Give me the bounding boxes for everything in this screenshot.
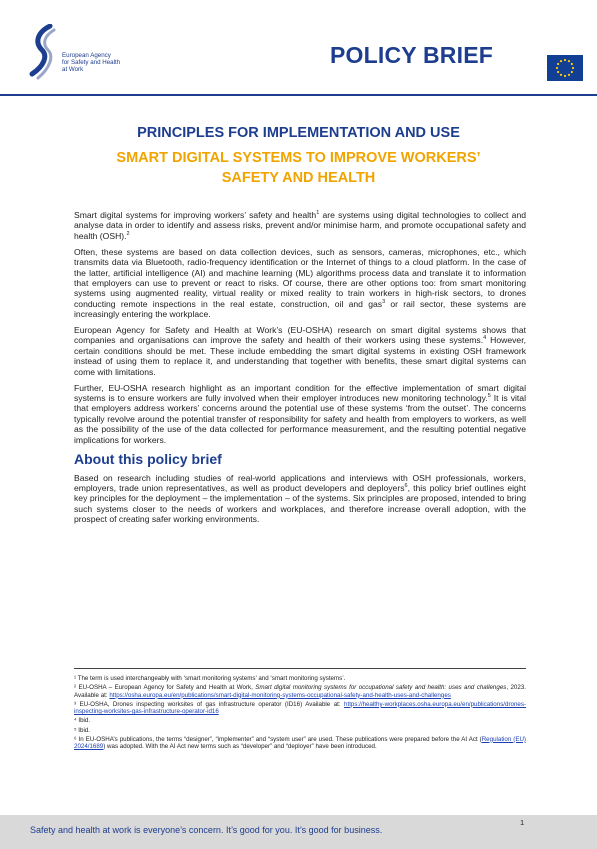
page-header [0,0,597,96]
paragraph-text: Often, these systems are based on data collection devices, such as sensors, cameras, microphones, etc., which transmits data via Bluetooth, radio-frequency identification or the Internet of things to a cloud platform. In the case of the latter, artificial intelligence (AI) and machine learning (ML) algorithms process data and translate it to information that employers can use to prevent or react to risks. Of course, there are other options too: from smart monitoring systems using augmented reality, virtual reality or mixed reality to train workers in high-risk sectors, to drones conducting remote inspections in the real estate, construction, oil and gas [74,246,526,309]
paragraph-text: European Agency for Safety and Health at Work’s (EU-OSHA) research on smart digital systems shows that companies and organisations can improve the safety and health of their workers using these systems. [74,325,526,346]
agency-name-line-3: at Work [62,66,84,73]
agency-logo [28,24,148,84]
paragraph-text: or rail sector, these systems are increasingly entering the workplace. [74,298,527,320]
brief-title-line-2b: SAFETY AND HEALTH [221,170,376,186]
eu-flag-icon [547,55,583,81]
footnote-4: ⁴ Ibid. [74,717,91,725]
agency-name-line-2: for Safety and Health [62,59,121,66]
paragraph-text: It is vital that employers address workers’ concerns around the potential use of these systems ‘from the outset’. The concerns typically revolve around the potential transfer of responsibility for safety and health from employers to workers, as well as the possibility of the use of the data collected for performance measurement, and the resulting potential negative implications for workers. [74,393,526,445]
paragraph-workers-involvement [74,383,526,445]
footnote-ref[interactable]: 4 [483,335,487,342]
document-type: POLICY BRIEF [330,42,493,68]
footnote-text: ) was adopted. With the AI Act new terms such as “developer” and “deployer” have been introduced. [103,743,377,751]
footer-slogan: Safety and health at work is everyone’s concern. It’s good for you. It’s good for business. [30,825,383,835]
agency-name-line-1: European Agency [62,52,111,59]
footnote-2 [74,684,526,699]
main-content [74,210,526,530]
footnotes [74,668,526,752]
footnote-3 [74,701,526,716]
paragraph-text: , this policy brief outlines eight key principles for the deployment – the implementation – of the systems. Six principles are proposed, intended to bring such systems closer to the needs of workers and workplaces, and therefore increase overall adoption, with the prospect of creating safer working environments. [74,482,526,525]
footnote-6 [74,736,526,751]
footnote-ref[interactable]: 5 [487,393,491,400]
footnote-ref[interactable]: 2 [126,230,130,237]
section-heading: About this policy brief [74,450,222,467]
eu-osha-logo-icon [28,24,62,84]
footnote-1: ¹ The term is used interchangeably with ‘smart monitoring systems’ and ‘smart monitoring systems’. [74,675,346,682]
footnote-text: ³ EU-OSHA, Drones inspecting worksites of gas infrastructure operator (ID16) Available at: [74,700,345,708]
brief-title-line-1: PRINCIPLES FOR IMPLEMENTATION AND USE [137,125,460,141]
agency-name [62,52,120,73]
footnote-ref[interactable]: 3 [382,298,386,305]
paragraph-text: are systems using digital technologies to collect and analyse data in order to identify and assess risks, prevent and/or minimise harm, and promote occupational safety and health (OSH). [74,210,526,241]
paragraph-text: However, certain conditions should be met. These include embedding the smart digital systems in existing OSH framework instead of using them to replace it, and understanding that together with benefits, these smart digital systems can come with limitations. [74,335,526,377]
footnote-ref[interactable]: 1 [316,210,320,217]
brief-title-line-2a: SMART DIGITAL SYSTEMS TO IMPROVE WORKERS’ [116,150,481,166]
footnote-text: ⁶ In EU-OSHA’s publications, the terms “designer”, “implementer” and “system user” are used. These publications were prepared before the AI Act ( [74,735,482,743]
brief-title-line-2 [0,148,597,188]
footnote-text: ² EU-OSHA – European Agency for Safety and Health at Work, [74,684,256,692]
paragraph-research [74,325,526,377]
footnote-link[interactable]: https://osha.europa.eu/en/publications/smart-digital-monitoring-systems-occupational-safety-and-health-uses-and-challenges [109,691,451,699]
paragraph-text: Smart digital systems for improving workers’ safety and health [74,210,317,220]
footnote-ref[interactable]: 6 [404,483,408,490]
footnote-link[interactable]: https://healthy-workplaces.osha.europa.eu/en/publications/drones-inspecting-worksites-gas-infrastructure-operator-id16 [74,700,526,716]
footnote-title: Smart digital monitoring systems for occupational safety and health: uses and challenges [255,684,507,692]
paragraph-about [74,473,526,525]
paragraph-text: Based on research including studies of real-world applications and interviews with OSH professionals, workers, employers, trade union representatives, as well as product developers and deployers [74,472,526,493]
paragraph-text: Further, EU-OSHA research highlight as an important condition for the effective implementation of smart digital systems is to ensure workers are fully involved when their employer introduces new monitoring technology. [74,382,526,403]
footnote-link[interactable]: Regulation (EU) 2024/1689 [74,735,526,751]
footnote-5: ⁵ Ibid. [74,726,90,734]
paragraph-intro [74,210,526,241]
footnote-text: , 2023. Available at: [74,684,526,699]
page-number: 1 [520,818,525,827]
paragraph-devices [74,247,526,320]
